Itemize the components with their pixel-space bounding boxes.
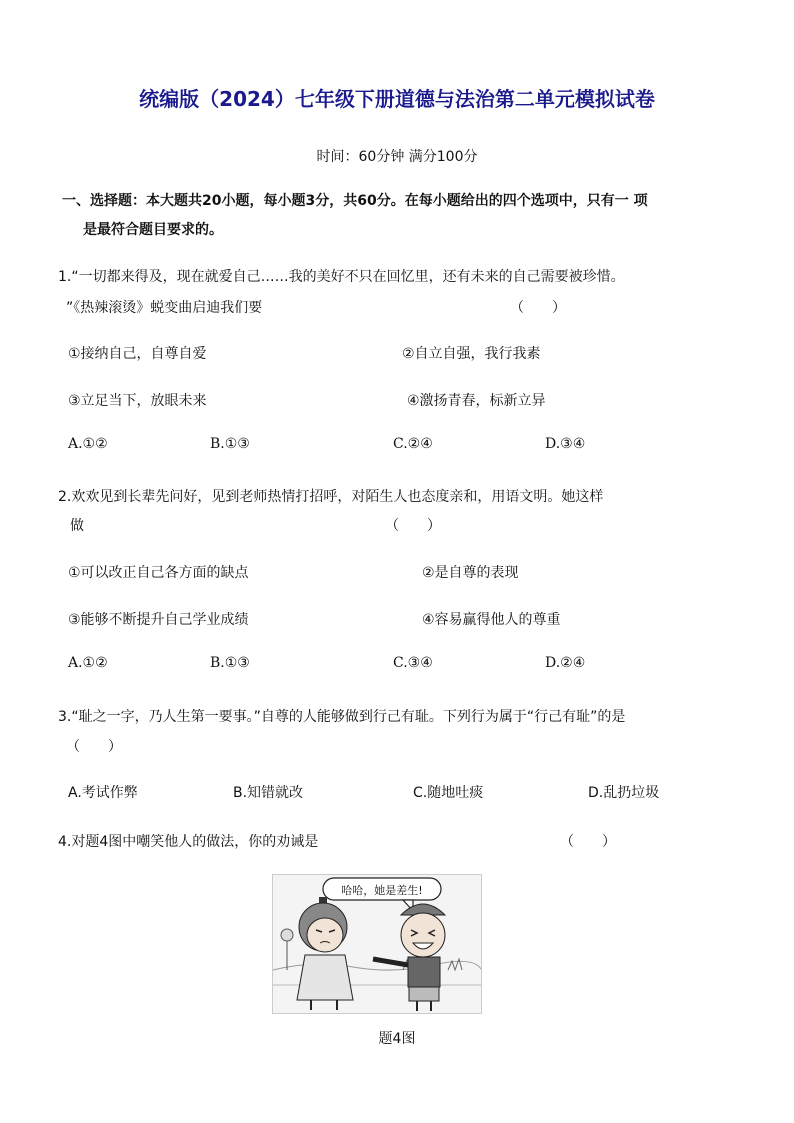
q2-statement-4: ④容易赢得他人的尊重 <box>422 612 561 628</box>
q4-cartoon-figure <box>272 874 482 1014</box>
q1-statement-2: ②自立自强，我行我素 <box>402 346 541 362</box>
time-info: 时间：60分钟 满分100分 <box>316 149 478 165</box>
q1-answer-blank: （ ） <box>510 300 566 316</box>
cartoon-illustration <box>273 875 481 1013</box>
q2-choice-d: D.②④ <box>545 655 586 671</box>
q2-choice-b: B.①③ <box>210 655 250 671</box>
q3-choice-d: D.乱扔垃圾 <box>588 785 660 801</box>
q4-stem: 4.对题4图中嘲笑他人的做法，你的劝诫是 <box>58 834 319 850</box>
q2-stem-line2: 做 <box>70 518 84 534</box>
q1-stem-line2: ”《热辣滚烫》蜕变曲启迪我们要 <box>66 300 263 316</box>
q3-answer-blank: （ ） <box>66 739 122 755</box>
q1-statement-4: ④激扬青春，标新立异 <box>407 393 546 409</box>
q1-choice-d: D.③④ <box>545 436 586 452</box>
q2-choice-a: A.①② <box>68 655 108 671</box>
q1-stem-line1: 1.“一切都来得及，现在就爱自己……我的美好不只在回忆里，还有未来的自己需要被珍惜。 <box>58 269 625 285</box>
q4-answer-blank: （ ） <box>560 834 616 850</box>
q2-statement-2: ②是自尊的表现 <box>422 565 519 581</box>
q3-choice-c: C.随地吐痰 <box>413 785 484 801</box>
section-heading-line1: 一、选择题：本大题共20小题，每小题3分，共60分。在每小题给出的四个选项中，只有一 项 <box>62 193 648 209</box>
q3-stem-line1: 3.“耻之一字，乃人生第一要事。”自尊的人能够做到行己有耻。下列行为属于“行己有耻”的是 <box>58 709 626 725</box>
q3-choice-b: B.知错就改 <box>233 785 304 801</box>
figure-caption: 题4图 <box>378 1031 416 1047</box>
page-title: 统编版（2024）七年级下册道德与法治第二单元模拟试卷 <box>139 87 655 111</box>
q2-choice-c: C.③④ <box>393 655 433 671</box>
q2-stem-line1: 2.欢欢见到长辈先问好，见到老师热情打招呼，对陌生人也态度亲和，用语文明。她这样 <box>58 489 604 505</box>
q1-choice-c: C.②④ <box>393 436 433 452</box>
q2-statement-3: ③能够不断提升自己学业成绩 <box>68 612 249 628</box>
q1-choice-a: A.①② <box>68 436 108 452</box>
q2-answer-blank: （ ） <box>385 518 441 534</box>
section-heading-line2: 是最符合题目要求的。 <box>83 222 223 238</box>
q1-statement-1: ①接纳自己，自尊自爱 <box>68 346 207 362</box>
q1-statement-3: ③立足当下，放眼未来 <box>68 393 207 409</box>
q2-statement-1: ①可以改正自己各方面的缺点 <box>68 565 249 581</box>
q1-choice-b: B.①③ <box>210 436 250 452</box>
speech-bubble-text: 哈哈，她是差生! <box>341 884 423 897</box>
q3-choice-a: A.考试作弊 <box>68 785 138 801</box>
